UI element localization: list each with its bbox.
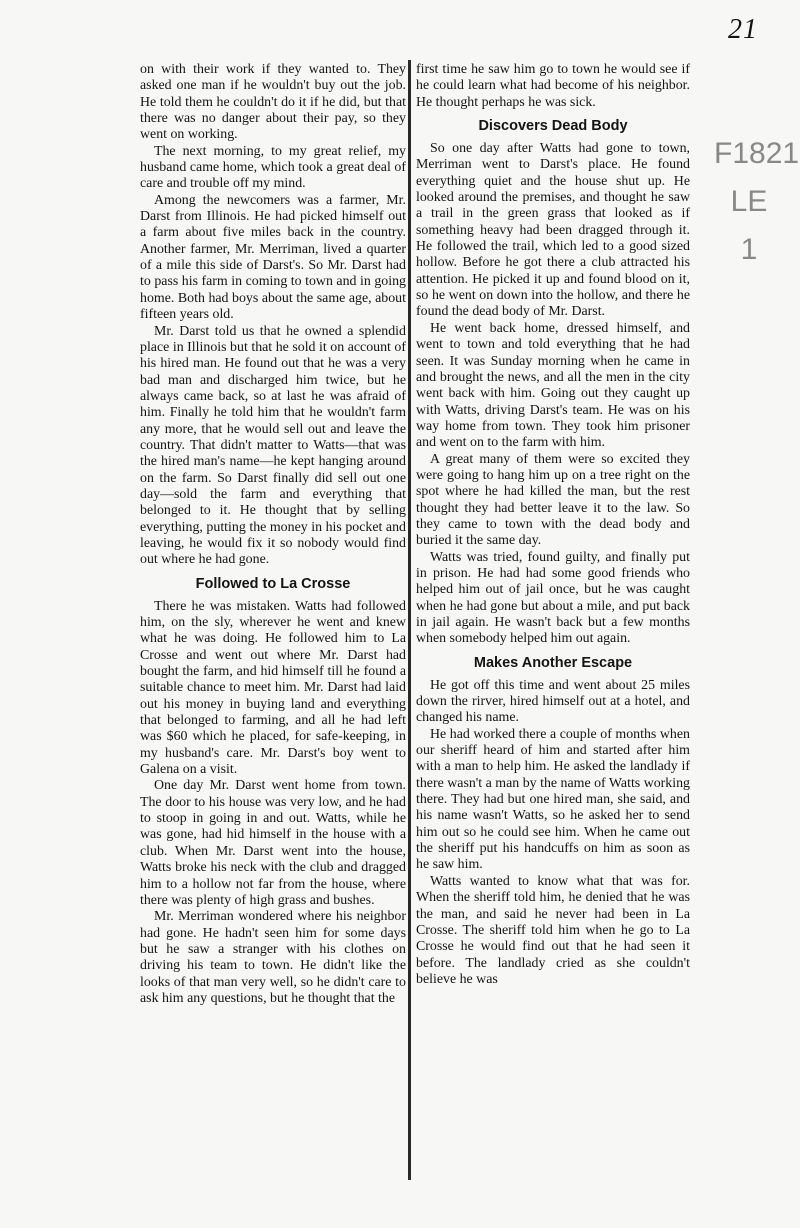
paragraph: The next morning, to my great relief, my husband came home, which took a great deal of care and trouble off my mind.: [140, 143, 406, 192]
margin-note-line-1: F1821: [714, 137, 800, 170]
paragraph: There he was mistaken. Watts had followed him, on the sly, wherever he went and knew what he was doing. He followed him to La Crosse and went out where Mr. Darst had bought the farm, and hid himself till he found a suitable chance to meet him. Mr. Darst had laid out his money in buying land and everything that belonged to farming, and all he had left was $60 which he placed, for safe-keeping, in my husband's care. Mr. Darst's boy went to Galena on a visit.: [140, 598, 406, 778]
paragraph: first time he saw him go to town he would see if he could learn what had become of his neighbor. He thought perhaps he was sick.: [416, 62, 690, 110]
paragraph: Watts was tried, found guilty, and finally put in prison. He had had some good friends who helped him out of jail once, but he was caught when he had gone but about a mile, and put back in jail again. He wasn't back but a few months when somebody helped him out again.: [416, 549, 690, 647]
margin-note-line-3: 1: [740, 233, 758, 266]
section-heading: Makes Another Escape: [473, 654, 633, 671]
paragraph: Mr. Darst told us that he owned a splendid place in Illinois but that he sold it on account of his hired man. He found out that he was a very bad man and discharged him twice, but he always came back, so at last he was afraid of him. Finally he told him that he wouldn't farm any more, that he would sell out and leave the country. That didn't matter to Watts—that was the hired man's name—he kept hanging around on the farm. So Darst finally did sell out one day—sold the farm and everything that belonged to it. He thought that by selling everything, putting the money in his pocket and leaving, he would fix it so nobody would find out where he had gone.: [140, 323, 406, 568]
column-divider: [408, 60, 411, 1180]
margin-pencil-note: [714, 130, 800, 274]
section-heading: Followed to La Crosse: [195, 575, 351, 592]
paragraph: Watts wanted to know what that was for. When the sheriff told him, he denied that he was the man, and said he never had been in La Crosse. The sheriff told him when he go to La Crosse he would find out that he had seen it before. The landlady cried as she couldn't believe he was: [416, 873, 690, 987]
paragraph: Mr. Merriman wondered where his neighbor had gone. He hadn't seen him for some days but he saw a stranger with his clothes on driving his team to town. He didn't like the looks of that man very well, so he didn't care to ask him any questions, but he thought that the: [140, 909, 406, 1006]
paragraph: on with their work if they wanted to. They asked one man if he wouldn't buy out the job. He told them he couldn't do it if he did, but that there was no danger about their pay, so they went on working.: [140, 62, 406, 143]
left-column: [140, 62, 406, 1007]
paragraph: So one day after Watts had gone to town, Merriman went to Darst's place. He found everything quiet and the house shut up. He looked around the premises, and thought he saw a trail in the green grass that looked as if something heavy had been dragged through it. He followed the trail, which led to a good sized hollow. Before he got there a club attracted his attention. He picked it up and found blood on it, so he went on down into the hollow, and there he found the dead body of Mr. Darst.: [416, 141, 690, 320]
right-column: [416, 62, 690, 988]
paragraph: One day Mr. Darst went home from town. The door to his house was very low, and he had to stoop in going in and out. Watts, while he was gone, had hid himself in the house with a club. When Mr. Darst went into the house, Watts broke his neck with the club and dragged him to a hollow not far from the house, where there was plenty of high grass and bushes.: [140, 778, 406, 908]
page-number: 21: [728, 14, 758, 45]
section-heading: Discovers Dead Body: [478, 118, 628, 135]
paragraph: He got off this time and went about 25 miles down the rirver, hired himself out at a hotel, and changed his name.: [416, 677, 690, 726]
paragraph: He went back home, dressed himself, and went to town and told everything that he had seen. It was Sunday morning when he came in and brought the news, and all the men in the city went back with him. Going out they caught up with Watts, driving Darst's team. He was on his way home from town. They took him prisoner and went on to the farm with him.: [416, 320, 690, 451]
paragraph: He had worked there a couple of months when our sheriff heard of him and started after him with a man to help him. He asked the landlady if there wasn't a man by the name of Watts working there. They had but one hired man, she said, and his name wasn't Watts, so he asked her to send him out so he could see him. When he came out the sheriff put his handcuffs on him as soon as he saw him.: [416, 726, 690, 873]
paragraph: A great many of them were so excited they were going to hang him up on a tree right on the spot where he had killed the man, but the rest thought they had better leave it to the law. So they came to town with the dead body and buried it the same day.: [416, 451, 690, 549]
margin-note-line-2: LE: [730, 185, 768, 218]
paragraph: Among the newcomers was a farmer, Mr. Darst from Illinois. He had picked himself out a farm about five miles back in the country. Another farmer, Mr. Merriman, lived a quarter of a mile this side of Darst's. So Mr. Darst had to pass his farm in coming to town and in going home. Both had boys about the same age, about fifteen years old.: [140, 192, 406, 323]
